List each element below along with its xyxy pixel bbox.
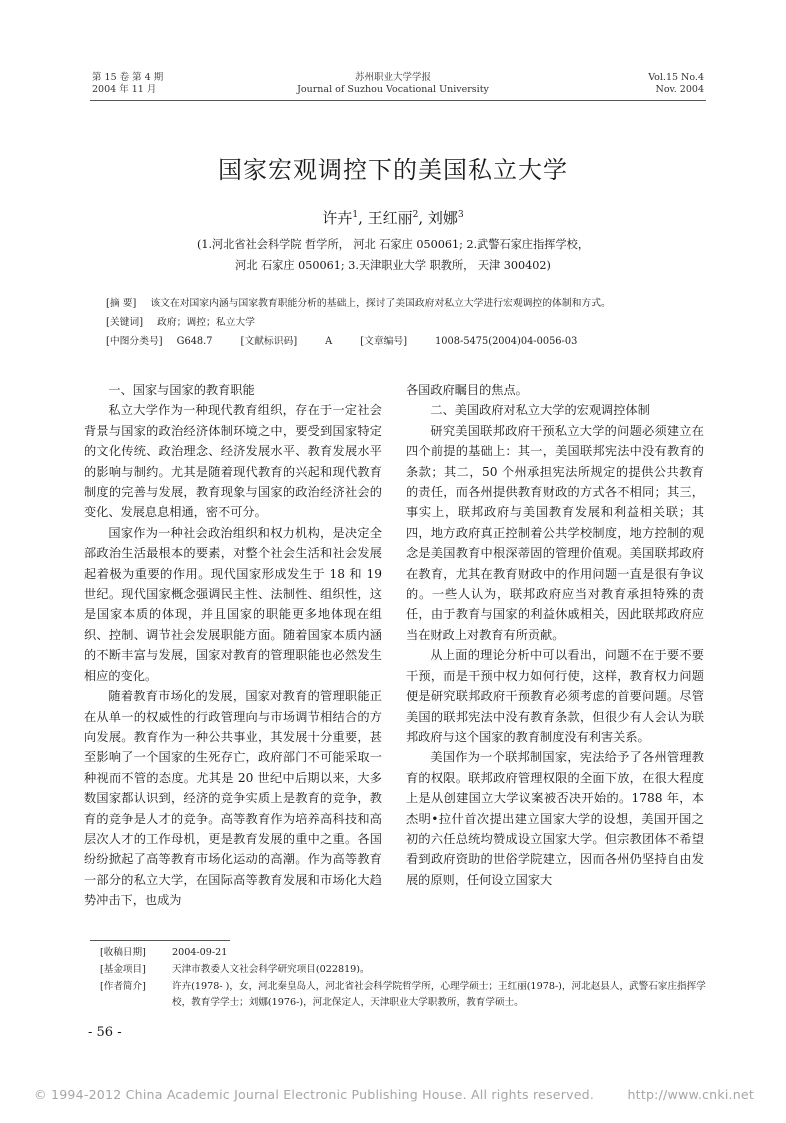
footnote-text: 许卉(1978- )，女，河北秦皇岛人，河北省社会科学院哲学所，心理学硕士；王红丽(1978-)，河北赵县人，武警石家庄指挥学校，教育学学士；刘娜(1976-)，河北保定人，天津职业大学职教所，教育学硕士。 bbox=[172, 981, 706, 1008]
body-column-right bbox=[406, 380, 704, 890]
header-journal-en: Journal of Suzhou Vocational University bbox=[297, 84, 489, 95]
footnote-label: [基金项目] bbox=[100, 964, 146, 975]
article-no-value: 1008-5475(2004)04-0056-03 bbox=[435, 336, 578, 347]
footnote-received bbox=[100, 945, 720, 961]
footnote-label: [作者简介] bbox=[100, 981, 146, 992]
affiliation-line-2: 河北 石家庄 050061; 3.天津职业大学 职教所， 天津 300402) bbox=[235, 259, 551, 272]
footnote-fund bbox=[100, 962, 720, 978]
section-heading: 二、美国政府对私立大学的宏观调控体制 bbox=[430, 403, 650, 418]
footnote-divider bbox=[90, 940, 230, 941]
article-no-label: [文章编号] bbox=[360, 336, 408, 347]
affiliation-line-1: (1.河北省社会科学院 哲学所， 河北 石家庄 050061; 2.武警石家庄指挥学校， bbox=[196, 238, 590, 251]
copyright-text: © 1994-2012 China Academic Journal Electronic Publishing House. All rights reserved. bbox=[34, 1087, 595, 1102]
author-list: 许卉$^1$, 王红丽$^2$, 刘娜$^3$ bbox=[322, 209, 464, 227]
header-date-en: Nov. 2004 bbox=[655, 84, 704, 95]
header-journal-cn: 苏州职业大学学报 bbox=[354, 72, 431, 83]
clc-value: G648.7 bbox=[176, 336, 213, 347]
paper-title: 国家宏观调控下的美国私立大学 bbox=[218, 156, 568, 184]
abstract bbox=[106, 296, 716, 311]
footnote-author-bio bbox=[100, 979, 720, 1011]
copyright-url[interactable]: http://www.cnki.net bbox=[627, 1087, 754, 1102]
footnote-text: 2004-09-21 bbox=[172, 947, 228, 958]
author-sup: 2 bbox=[412, 210, 419, 220]
footnote-label: [收稿日期] bbox=[100, 947, 146, 958]
abstract-label: [摘 要] bbox=[106, 298, 137, 309]
doc-code-label: [文献标识码] bbox=[240, 336, 298, 347]
author-name: 王红丽 bbox=[367, 209, 413, 227]
body-paragraph: 美国作为一个联邦制国家，宪法给予了各州管理教育的权限。联邦政府管理权限的全面下放，在很大程度上是从创建国立大学议案被否决开始的。1788 年，本杰明•拉什首次提出建立国家大学的设想，美国开国之初的六任总统均赞成设立国家大学。但宗教团体不希望看到政府资助的世俗学院建立，因而各州仍坚持自由发展的原则，任何设立国家大 bbox=[406, 750, 704, 887]
header-vol-en bbox=[648, 72, 704, 96]
abstract-text: 该文在对国家内涵与国家教育职能分析的基础上，探讨了美国政府对私立大学进行宏观调控的体制和方式。 bbox=[150, 298, 611, 309]
body-paragraph: 研究美国联邦政府干预私立大学的问题必须建立在四个前提的基础上：其一，美国联邦宪法中没有教育的条款；其二，50 个州承担宪法所规定的提供公共教育的责任，而各州提供教育财政的方式各不相同；其三，事实上，联邦政府与美国教育发展和利益相关联；其四，地方政府真正控制着公共学校制度，地方控制的观念是美国教育中根深蒂固的管理价值观。美国联邦政府在教育，尤其在教育财政中的作用问题一直是很有争议的。一些人认为，联邦政府应当对教育承担特殊的责任，由于教育与国家的利益休戚相关，因此联邦政府应当在财政上对教育有所贡献。 bbox=[406, 423, 704, 642]
author-sup: 1 bbox=[352, 210, 359, 220]
body-column-left bbox=[84, 380, 382, 911]
body-paragraph: 随着教育市场化的发展，国家对教育的管理职能正在从单一的权威性的行政管理向与市场调节相结合的方向发展。教育作为一种公共事业，其发展十分重要，甚至影响了一个国家的生死存亡，政府部门不可能采取一种视而不管的态度。尤其是 20 世纪中后期以来，大多数国家都认识到，经济的竞争实质上是教育的竞争，教育的竞争是人才的竞争。高等教育作为培养高科技和高层次人才的工作母机，更是教育发展的重中之重。各国纷纷掀起了高等教育市场化运动的高潮。作为高等教育一部分的私立大学，在国际高等教育发展和市场化大趋势冲击下，也成为 bbox=[84, 689, 382, 908]
page-number: - 56 - bbox=[88, 1025, 122, 1040]
header-date: 2004 年 11 月 bbox=[92, 84, 157, 95]
body-paragraph-continued: 各国政府瞩目的焦点。 bbox=[406, 383, 528, 397]
author-name: 许卉 bbox=[322, 209, 353, 227]
classification-line bbox=[106, 334, 716, 349]
keywords-text: 政府；调控；私立大学 bbox=[157, 317, 256, 328]
header-vol-no: Vol.15 No.4 bbox=[648, 72, 704, 83]
keywords-label: [关键词] bbox=[106, 317, 144, 328]
footnote-text: 天津市教委人文社会科学研究项目(022819)。 bbox=[172, 964, 370, 975]
keywords bbox=[106, 315, 716, 330]
copyright-footer bbox=[34, 1087, 754, 1102]
clc-label: [中图分类号] bbox=[106, 336, 163, 347]
doc-code-value: A bbox=[325, 336, 333, 347]
body-paragraph: 国家作为一种社会政治组织和权力机构，是决定全部政治生活最根本的要素，对整个社会生活和社会发展起着极为重要的作用。现代国家形成发生于 18 和 19 世纪。现代国家概念强调民主性、法制性、组织性，这是国家本质的体现，并且国家的职能更多地体现在组织、控制、调节社会发展职能方面。随着国家本质内涵的不断丰富与发展，国家对教育的管理职能也必然发生相应的变化。 bbox=[84, 525, 382, 683]
body-paragraph: 私立大学作为一种现代教育组织，存在于一定社会背景与国家的政治经济体制环境之中，要受到国家特定的文化传统、政治理念、经济发展水平、教育发展水平的影响与制约。尤其是随着现代教育的兴起和现代教育制度的完善与发展，教育现象与国家的政治经济社会的变化、发展息息相通，密不可分。 bbox=[84, 403, 382, 520]
author-name: 刘娜 bbox=[427, 209, 458, 227]
header-divider bbox=[90, 100, 706, 101]
header-volume: 第 15 卷 第 4 期 bbox=[92, 72, 164, 83]
section-heading: 一、国家与国家的教育职能 bbox=[108, 383, 255, 397]
author-sup: 3 bbox=[457, 210, 464, 220]
body-paragraph: 从上面的理论分析中可以看出，问题不在于要不要干预，而是干预中权力如何行使，这样，教育权力问题便是研究联邦政府干预教育必须考虑的首要问题。尽管美国的联邦宪法中没有教育条款，但很少有人会认为联邦政府与这个国家的教育制度没有利害关系。 bbox=[406, 648, 704, 744]
